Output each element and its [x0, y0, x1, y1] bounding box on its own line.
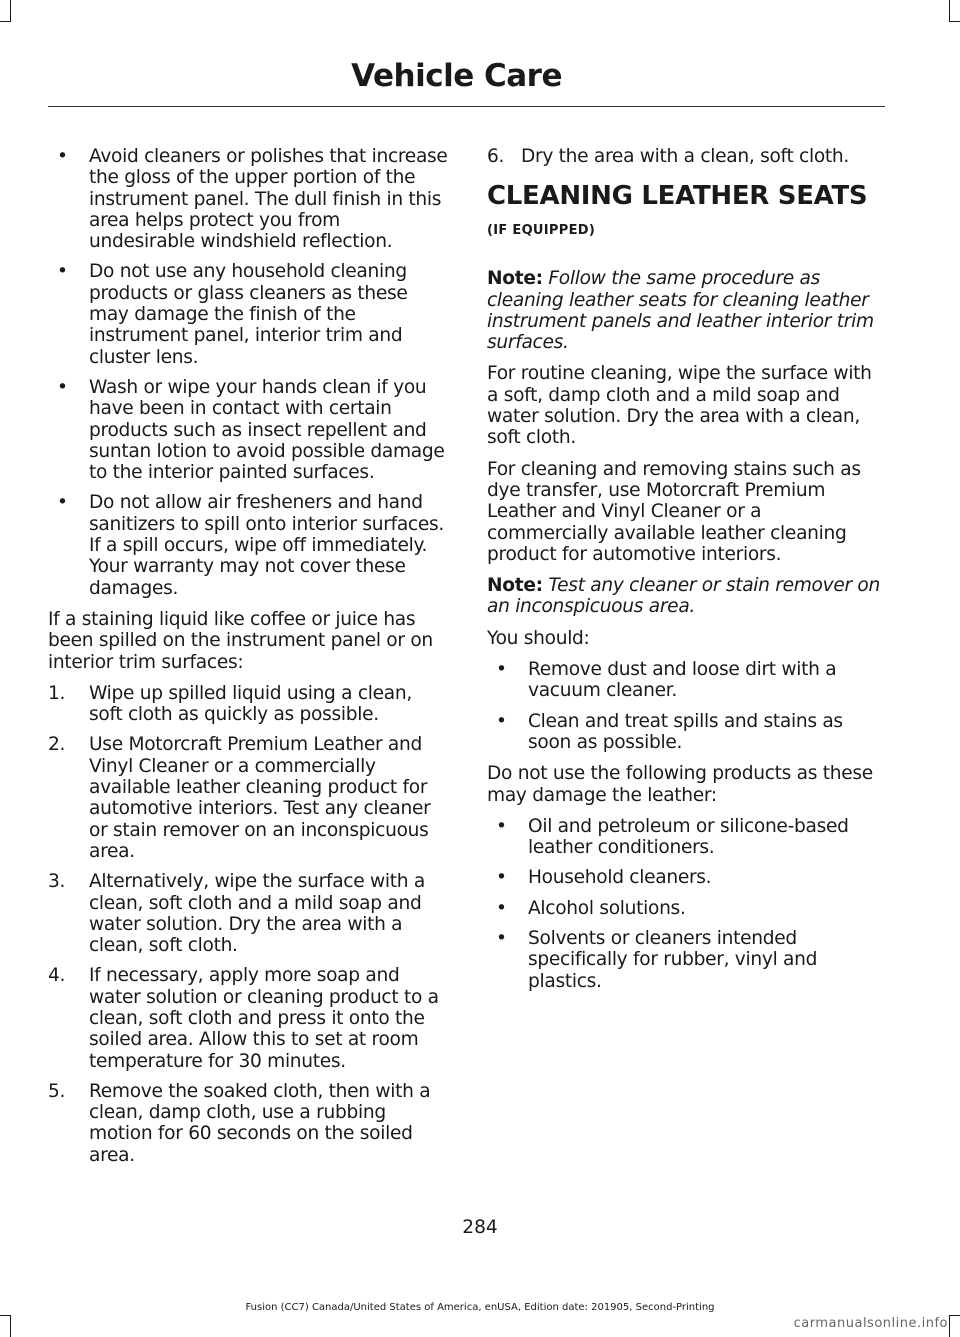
watermark: carmanualsonline.info — [793, 1316, 948, 1331]
list-item-text: Do not allow air fresheners and hand sanitizers to spill onto interior surfaces. If a spill occurs, wipe off immediately. Your warranty may not cover these damages. — [89, 492, 444, 599]
list-item — [487, 928, 883, 992]
list-item — [48, 734, 450, 862]
crop-mark — [949, 21, 960, 22]
crop-mark — [0, 1315, 11, 1316]
step-number: 2. — [48, 734, 66, 756]
page-title: Vehicle Care — [351, 58, 562, 94]
list-item — [48, 492, 450, 598]
section-heading-main: CLEANING LEATHER SEATS — [487, 181, 868, 212]
crop-mark — [949, 0, 950, 22]
bullet-list — [487, 816, 883, 992]
list-item — [48, 965, 450, 1071]
list-item — [487, 711, 883, 754]
list-item-text: Clean and treat spills and stains as soon as possible. — [528, 710, 843, 753]
crop-mark — [0, 21, 11, 22]
list-item-text: Do not use any household cleaning products or glass cleaners as these may damage the finish of the instrument panel, interior trim and cluster lens. — [89, 261, 408, 368]
list-item-text: Use Motorcraft Premium Leather and Vinyl Cleaner or a commercially available leather cleaning product for automotive interiors. Test any cleaner or stain remover on an inconspicuous area. — [89, 734, 431, 862]
list-item — [487, 816, 883, 859]
left-column — [48, 146, 450, 1176]
list-item-text: Avoid cleaners or polishes that increase the gloss of the upper portion of the instrument panel. The dull finish in this area helps protect you from undesirable windshield reflection. — [89, 146, 448, 253]
paragraph: For cleaning and removing stains such as dye transfer, use Motorcraft Premium Leather and Vinyl Cleaner or a commercially available leather cleaning product for automotive interiors. — [487, 458, 861, 565]
bullet-list — [48, 146, 450, 599]
crop-mark — [949, 1315, 950, 1337]
list-item-text: Alcohol solutions. — [528, 897, 686, 919]
page-number: 284 — [462, 1217, 498, 1238]
list-item — [48, 261, 450, 367]
footer-edition-info: Fusion (CC7) Canada/United States of America, enUSA, Edition date: 201905, Second-Printing — [245, 1302, 715, 1313]
crop-mark — [10, 0, 11, 22]
bullet-marker: • — [496, 710, 507, 732]
list-item — [48, 683, 450, 726]
bullet-list — [487, 659, 883, 753]
step-number: 3. — [48, 871, 66, 893]
list-item — [487, 867, 883, 888]
step-number: 6. — [487, 146, 505, 167]
paragraph: If a staining liquid like coffee or juice has been spilled on the instrument panel or on interior trim surfaces: — [48, 608, 433, 673]
note-text: Follow the same procedure as cleaning leather seats for cleaning leather instrument panels and leather interior trim surfaces. — [487, 268, 874, 354]
list-item-text: Alternatively, wipe the surface with a clean, soft cloth and a mild soap and water solution. Dry the area with a clean, soft cloth. — [89, 871, 425, 957]
list-item-text: If necessary, apply more soap and water solution or cleaning product to a clean, soft cloth and press it onto the soiled area. Allow this to set at room temperature for 30 minutes. — [89, 965, 439, 1072]
bullet-marker: • — [496, 659, 507, 681]
numbered-list — [48, 683, 450, 1166]
list-item-text: Household cleaners. — [528, 867, 712, 889]
note-text: Test any cleaner or stain remover on an inconspicuous area. — [487, 575, 880, 618]
list-item-text: Remove the soaked cloth, then with a clean, damp cloth, use a rubbing motion for 60 seconds on the soiled area. — [89, 1080, 431, 1166]
paragraph: Do not use the following products as these may damage the leather: — [487, 763, 873, 806]
bullet-marker: • — [57, 492, 68, 514]
section-heading-suffix: (IF EQUIPPED) — [487, 223, 596, 239]
header-divider — [48, 106, 885, 107]
note-label: Note: — [487, 268, 543, 290]
note-label: Note: — [487, 575, 543, 597]
list-item-text: Remove dust and loose dirt with a vacuum cleaner. — [528, 659, 837, 702]
bullet-marker: • — [57, 376, 68, 398]
bullet-marker: • — [57, 261, 68, 283]
note — [487, 575, 883, 618]
list-item — [48, 871, 450, 956]
right-column — [487, 146, 883, 1002]
paragraph: You should: — [487, 627, 590, 649]
list-item — [48, 146, 450, 252]
list-item-text: Dry the area with a clean, soft cloth. — [521, 146, 849, 167]
step-number: 4. — [48, 965, 66, 987]
list-item-text: Wash or wipe your hands clean if you have been in contact with certain products such as insect repellent and suntan lotion to avoid possible damage to the interior painted surfaces. — [89, 376, 445, 484]
paragraph: For routine cleaning, wipe the surface with a soft, damp cloth and a mild soap and water solution. Dry the area with a clean, soft cloth. — [487, 363, 872, 449]
step-number: 1. — [48, 682, 66, 704]
bullet-marker: • — [496, 867, 507, 889]
list-item — [487, 146, 883, 167]
note — [487, 268, 883, 353]
bullet-marker: • — [496, 815, 507, 837]
bullet-marker: • — [57, 146, 68, 167]
step-number: 5. — [48, 1080, 66, 1102]
numbered-list — [487, 146, 883, 167]
list-item — [487, 659, 883, 702]
crop-mark — [949, 1315, 960, 1316]
section-heading — [487, 181, 883, 246]
list-item-text: Solvents or cleaners intended specifically for rubber, vinyl and plastics. — [528, 928, 818, 992]
list-item-text: Oil and petroleum or silicone-based leather conditioners. — [528, 815, 849, 859]
list-item — [487, 898, 883, 919]
bullet-marker: • — [496, 928, 507, 950]
list-item — [48, 377, 450, 483]
list-item — [48, 1081, 450, 1166]
crop-mark — [10, 1315, 11, 1337]
list-item-text: Wipe up spilled liquid using a clean, soft cloth as quickly as possible. — [89, 682, 412, 726]
bullet-marker: • — [496, 897, 507, 919]
